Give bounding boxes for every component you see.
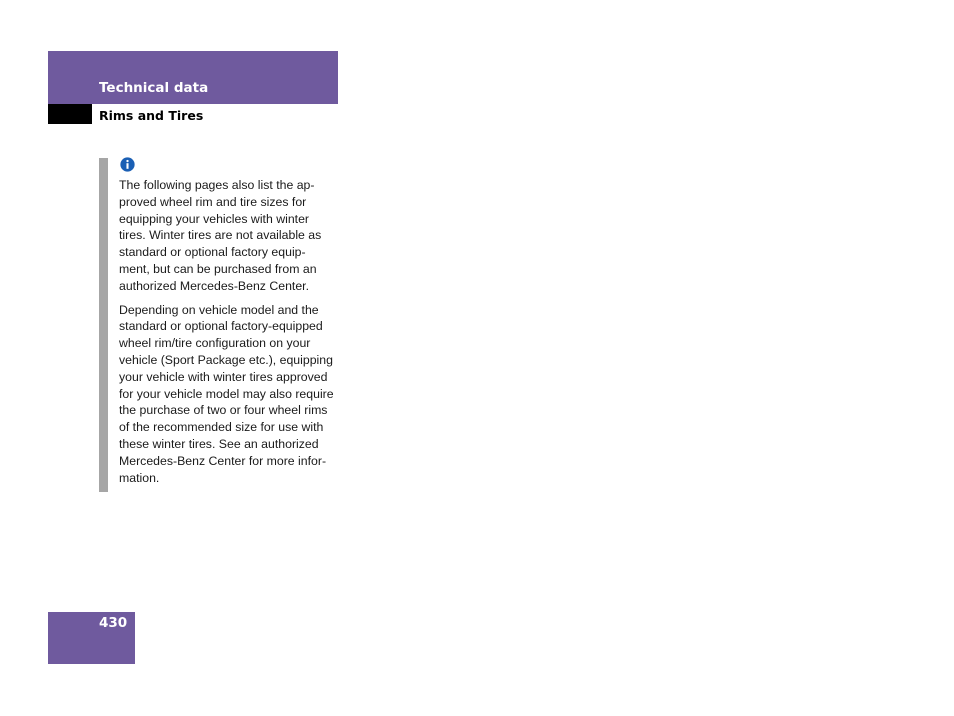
note-line: mation.: [119, 470, 160, 485]
note-line: of the recommended size for use with: [119, 420, 324, 435]
note-bar: [99, 158, 108, 492]
note-line: Mercedes-Benz Center for more infor-: [119, 453, 327, 468]
note-line: proved wheel rim and tire sizes for: [119, 194, 307, 209]
note-line: vehicle (Sport Package etc.), equipping: [119, 352, 333, 367]
note-line: ment, but can be purchased from an: [119, 261, 317, 276]
note-text: [119, 177, 337, 486]
note-line: your vehicle with winter tires approved: [119, 369, 328, 384]
note-line: The following pages also list the ap-: [119, 178, 315, 192]
note-line: equipping your vehicles with winter: [119, 211, 310, 226]
note-line: Depending on vehicle model and the: [119, 302, 319, 317]
note-line: standard or optional factory-equipped: [119, 319, 323, 334]
note-line: tires. Winter tires are not available as: [119, 228, 322, 243]
note-paragraph-2: [119, 302, 337, 487]
note-line: standard or optional factory equip-: [119, 245, 306, 260]
note-line: these winter tires. See an authorized: [119, 436, 319, 451]
note-paragraph-1: [119, 177, 337, 295]
section-marker: [48, 104, 92, 124]
note-line: for your vehicle model may also require: [119, 386, 334, 401]
note-line: wheel rim/tire configuration on your: [119, 336, 311, 351]
chapter-title: Technical data: [99, 80, 209, 96]
page-number: 430: [99, 615, 128, 631]
header-band: [48, 51, 338, 104]
section-title: Rims and Tires: [99, 108, 204, 123]
note-line: authorized Mercedes-Benz Center.: [119, 278, 310, 293]
note-line: the purchase of two or four wheel rims: [119, 403, 328, 418]
info-icon: [120, 157, 135, 172]
